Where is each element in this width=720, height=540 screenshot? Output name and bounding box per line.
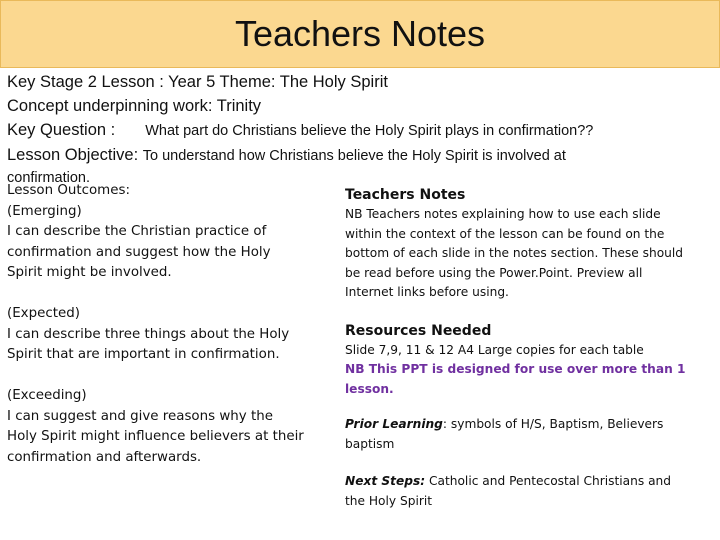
notes-text: NB Teachers notes explaining how to use each slide within the context of the lesson can be found on the bottom of each slide in the notes section. These should be read before using the Power.Point. Preview all Internet links before using. xyxy=(345,207,684,299)
objective-line xyxy=(7,143,712,168)
next-steps-text: Catholic and Pentecostal Christians and the Holy Spirit xyxy=(345,474,672,508)
exceeding-label: (Exceeding) xyxy=(7,388,87,403)
title-banner xyxy=(0,0,720,68)
next-steps-label: Next Steps: xyxy=(345,474,426,488)
key-question-line xyxy=(7,118,712,143)
emerging-text: I can describe the Christian practice of confirmation and suggest how the Holy Spirit might be involved. xyxy=(7,224,271,280)
page-title: Teachers Notes xyxy=(234,13,486,54)
lesson-header xyxy=(7,70,712,188)
prior-learning xyxy=(345,415,690,454)
resources-heading: Resources Needed xyxy=(345,322,492,339)
exceeding-text: I can suggest and give reasons why the Holy Spirit might influence believers at their confirmation and afterwards. xyxy=(7,408,304,465)
notes-column xyxy=(345,185,690,511)
concept-line: Concept underpinning work: Trinity xyxy=(7,97,262,115)
resources-note: NB This PPT is designed for use over more than 1 lesson. xyxy=(345,362,686,396)
key-question-label: Key Question : xyxy=(7,121,116,139)
objective-continuation: confirmation. xyxy=(7,170,91,186)
key-stage-line: Key Stage 2 Lesson : Year 5 Theme: The Holy Spirit xyxy=(7,73,388,91)
expected-text: I can describe three things about the Holy Spirit that are important in confirmation. xyxy=(7,326,290,362)
prior-learning-text: : symbols of H/S, Baptism, Believers baptism xyxy=(345,417,664,451)
prior-learning-label: Prior Learning xyxy=(345,417,443,431)
next-steps xyxy=(345,472,690,511)
emerging-label: (Emerging) xyxy=(7,203,82,219)
outcomes-heading: Lesson Outcomes: xyxy=(7,183,130,198)
lesson-outcomes xyxy=(7,181,307,468)
expected-label: (Expected) xyxy=(7,306,80,321)
resources-text: Slide 7,9, 11 & 12 A4 Large copies for each table xyxy=(345,342,644,357)
notes-heading: Teachers Notes xyxy=(345,187,466,203)
objective-value: To understand how Christians believe the Holy Spirit is involved at xyxy=(142,148,566,164)
key-question-value: What part do Christians believe the Holy Spirit plays in confirmation?? xyxy=(145,123,594,139)
objective-label: Lesson Objective: xyxy=(7,146,139,164)
